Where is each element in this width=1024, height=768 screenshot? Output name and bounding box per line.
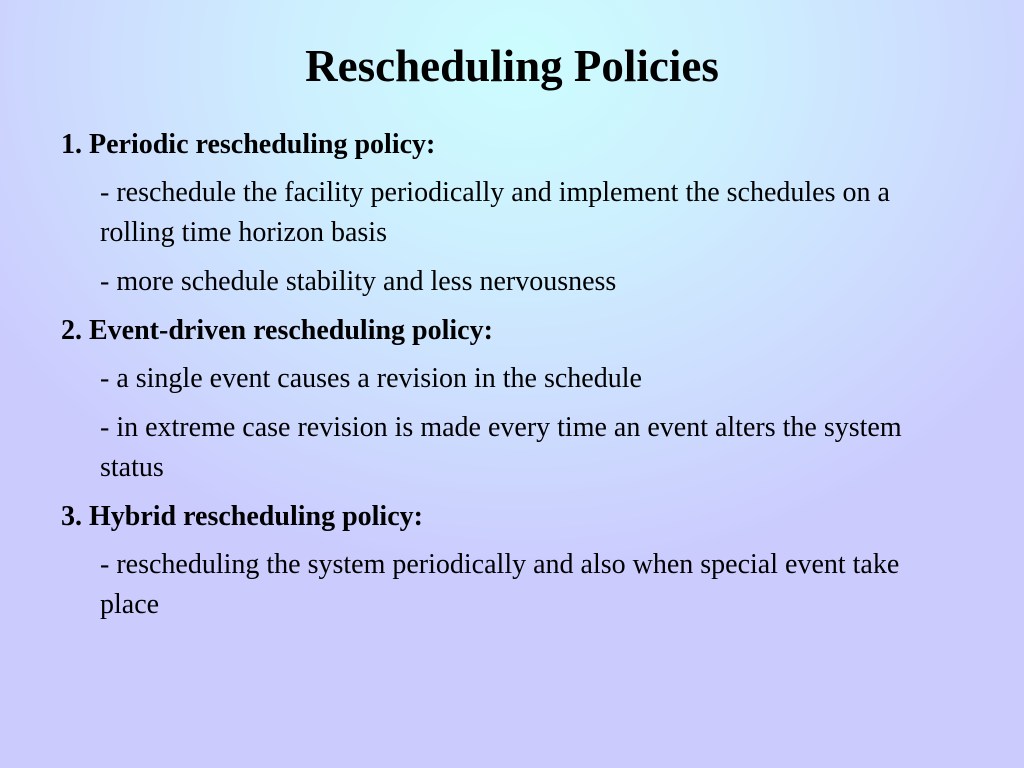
policy-hybrid [61,497,961,625]
policy-point: - reschedule the facility periodically and implement the schedules on a rolling time horizon basis [100,177,890,248]
policy-heading: 3. Hybrid rescheduling policy: [61,501,423,532]
policy-point: - rescheduling the system periodically and also when special event take place [100,549,900,620]
policy-periodic [61,125,961,302]
policy-heading: 1. Periodic rescheduling policy: [61,129,436,160]
slide-content [61,125,961,634]
policy-heading: 2. Event-driven rescheduling policy: [61,315,493,346]
policy-point: - a single event causes a revision in the schedule [100,363,642,394]
policy-event-driven [61,311,961,488]
policy-point: - in extreme case revision is made every time an event alters the system status [100,412,902,483]
policy-point: - more schedule stability and less nervousness [100,266,617,297]
slide-title: Rescheduling Policies [305,41,719,91]
